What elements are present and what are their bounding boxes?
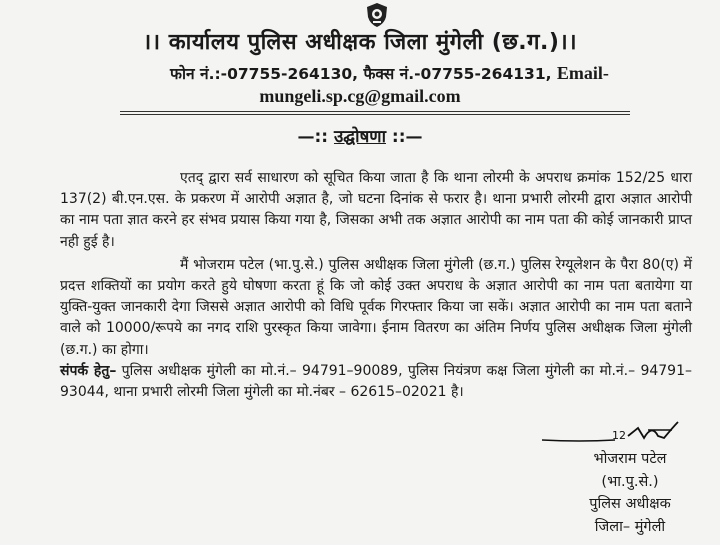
police-emblem-icon: [365, 2, 389, 28]
email-address[interactable]: mungeli.sp.cg@gmail.com: [259, 86, 461, 106]
signature-mark: [540, 420, 690, 446]
header-divider-lower: [120, 114, 630, 115]
contact-text: पुलिस अधीक्षक मुंगेली का मो.नं.– 94791–90089, पुलिस नियंत्रण कक्ष जिला मुंगेली का मो.नं.– 94791–93044, थाना प्रभारी लोरमी जिला मुंगेली का मो.नंबर – 62615–02021 है।: [60, 362, 692, 401]
signatory-name: भोजराम पटेल: [593, 451, 667, 467]
signatory-designation: पुलिस अधीक्षक: [589, 496, 671, 512]
notice-title: [0, 124, 720, 147]
paragraph-1: एतद् द्वारा सर्व साधारण को सूचित किया जाता है कि थाना लोरमी के अपराध क्रमांक 152/25 धारा 137(2) बी.एन.एस. के प्रकरण में आरोपी अज्ञात है, जो घटना दिनांक से फरार है। थाना प्रभारी लोरमी द्वारा अज्ञात आरोपी का नाम पता ज्ञात करने हर संभव प्रयास किया गया है, जिसका अभी तक अज्ञात आरोपी का नाम पता की कोई जानकारी प्राप्त नही हुई है।: [60, 170, 692, 250]
signature-mark-text: 12: [612, 429, 626, 442]
signature-block: [560, 448, 700, 538]
contact-paragraph: [60, 361, 692, 403]
phone-fax: फोन नं.:-07755-264130, फैक्स नं.-07755-264131,: [170, 65, 552, 83]
office-heading: ।। कार्यालय पुलिस अधीक्षक जिला मुंगेली (छ.ग.)।।: [142, 30, 578, 55]
contact-label: संपर्क हेतु–: [60, 362, 117, 379]
title-word: उद्घोषणा: [333, 127, 386, 147]
notice-body: [60, 168, 692, 403]
signatory-district: जिला– मुंगेली: [594, 518, 666, 535]
paragraph-2: मैं भोजराम पटेल (भा.पु.से.) पुलिस अधीक्षक जिला मुंगेली (छ.ग.) पुलिस रेग्यूलेशन के पैरा 80(ए) में प्रदत्त शक्तियों का प्रयोग करते हुये घोषणा करता हूं कि जो कोई उक्त अपराध के अज्ञात आरोपी का नाम पता बतायेगा या युक्ति-युक्त जानकारी देगा जिससे अज्ञात आरोपी को विधि पूर्वक गिरफ्तार किया जा सकें। अज्ञात आरोपी का नाम पता बताने वाले को 10000/रूपये का नगद राशि पुरस्कृत किया जावेगा। ईनाम वितरण का अंतिम निर्णय पुलिस अधीक्षक जिला मुंगेली (छ.ग.) का होगा।: [60, 256, 692, 358]
email-label: Email-: [556, 63, 609, 83]
title-prefix: —::: [297, 127, 334, 147]
signatory-service: (भा.पु.से.): [601, 473, 659, 490]
title-suffix: ::—: [386, 127, 423, 147]
contact-line: [170, 62, 690, 84]
header-divider: [120, 111, 630, 112]
